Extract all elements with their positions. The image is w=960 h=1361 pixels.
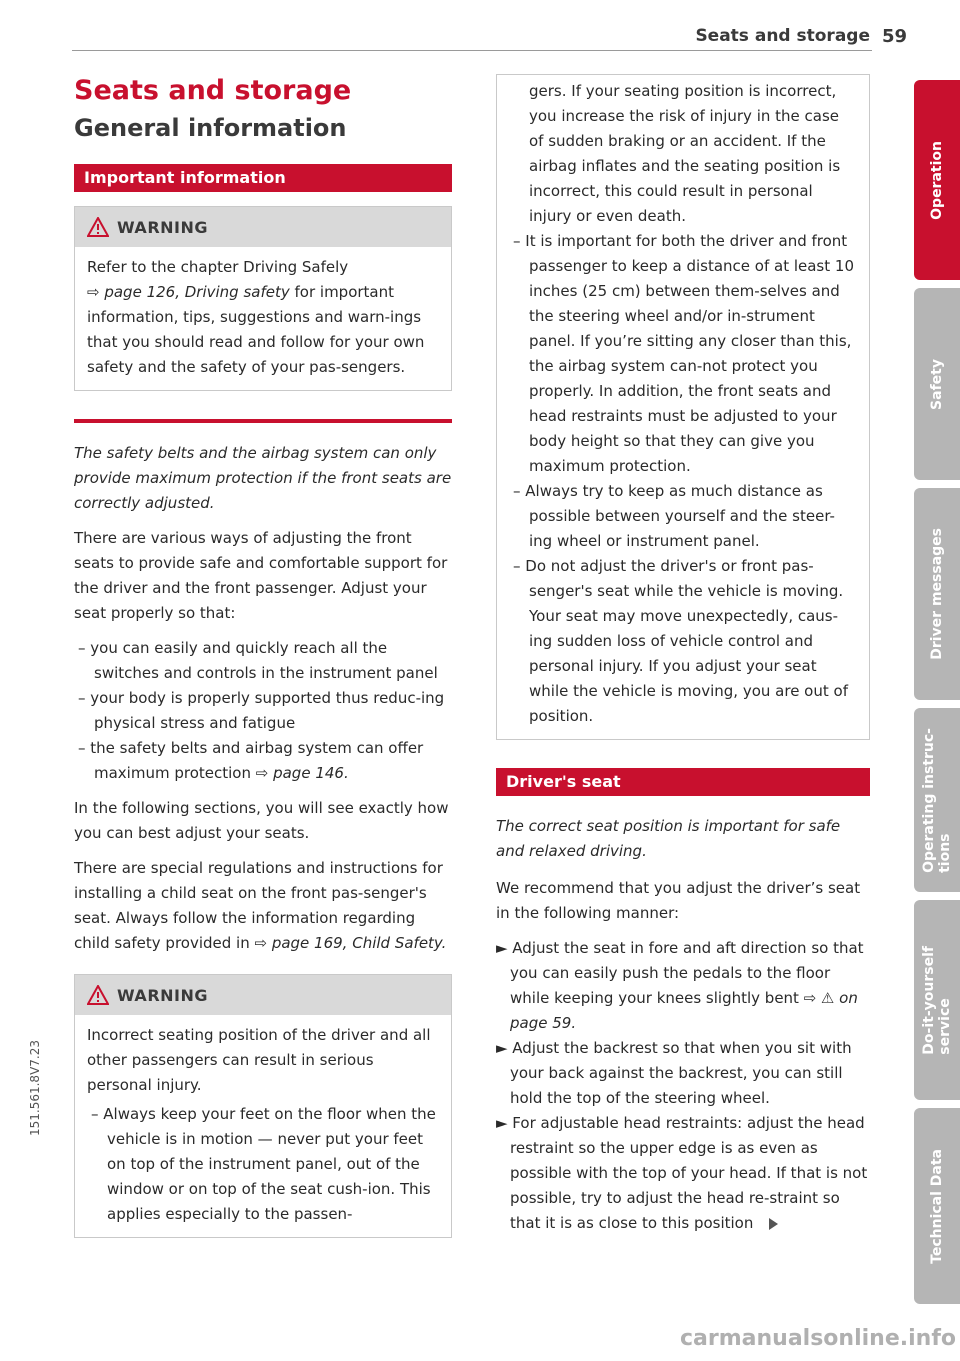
tab-label: Operation bbox=[929, 140, 945, 220]
list-item: – you can easily and quickly reach all the switches and controls in the instrument panel bbox=[78, 639, 438, 682]
document-code bbox=[28, 1040, 44, 1160]
tab-technical-data[interactable] bbox=[914, 1108, 960, 1304]
continued-arrow-icon bbox=[769, 1218, 778, 1230]
page-ref-link[interactable]: ⇨ page 146. bbox=[255, 764, 349, 782]
tab-safety[interactable] bbox=[914, 288, 960, 480]
chapter-subtitle: General information bbox=[74, 114, 347, 142]
red-divider bbox=[74, 419, 452, 423]
document-code-text: 151.561.8V7.23 bbox=[28, 1040, 42, 1136]
warning-text bbox=[75, 247, 451, 390]
step-item bbox=[496, 1111, 870, 1236]
chapter-title: Seats and storage bbox=[74, 75, 352, 106]
tab-label: Operating instruc- tions bbox=[921, 727, 953, 873]
tab-label: Safety bbox=[929, 358, 945, 410]
step-item bbox=[496, 936, 870, 1036]
warning-paragraph: Incorrect seating position of the driver and all other passengers can result in serious personal injury. bbox=[87, 1026, 431, 1094]
right-column bbox=[496, 74, 870, 1236]
tab-label: Do-it-yourself service bbox=[921, 945, 953, 1055]
list-item: – your body is properly supported thus reduc-ing physical stress and fatigue bbox=[78, 689, 445, 732]
warning-text-a: Refer to the chapter Driving Safely bbox=[87, 258, 349, 276]
warning-ref-link[interactable]: ⇨ ⚠ on page 59. bbox=[510, 989, 858, 1032]
warning-label: WARNING bbox=[117, 217, 208, 237]
warning-header bbox=[75, 975, 451, 1015]
left-column bbox=[74, 74, 452, 1238]
warning-text bbox=[75, 1015, 451, 1237]
tab-operation[interactable] bbox=[914, 80, 960, 280]
warning-box-continued bbox=[496, 74, 870, 740]
step-item: ► Adjust the backrest so that when you sit with your back against the backrest, you can still hold the top of the steering wheel. bbox=[496, 1039, 852, 1107]
header-rule bbox=[72, 50, 872, 51]
list-item: – Always keep your feet on the floor when the vehicle is in motion — never put your feet on top of the instrument panel, out of the window or on top of the seat cush-ion. This applies especially to the passen- bbox=[91, 1105, 436, 1223]
step-list bbox=[496, 936, 870, 1236]
warning-box bbox=[74, 206, 452, 391]
paragraph: There are various ways of adjusting the front seats to provide safe and comfortable support for the driver and the front passenger. Adjust your seat properly so that: bbox=[74, 529, 448, 622]
step-text: ► Adjust the seat in fore and aft direction so that you can easily push the pedals to the floor while keeping your knees slightly bent bbox=[496, 939, 864, 1007]
page-ref-link[interactable]: ⇨ page 126, Driving safety bbox=[87, 283, 290, 301]
list-item: – It is important for both the driver and front passenger to keep a distance of at least 10 inches (25 cm) between them-selves and the steering wheel and/or in-strument panel. If you’re sitting any closer than this, the airbag system can-not protect you properly. In addition, the front seats and head restraints must be adjusted to your body height so that they can give you maximum protection. bbox=[513, 232, 854, 475]
warning-text-b: for important information, tips, suggestions and warn-ings that you should read and follow for your own safety and the safety of your pas-sengers. bbox=[87, 283, 425, 376]
intro-text: The safety belts and the airbag system can only provide maximum protection if the front seats are correctly adjusted. bbox=[74, 444, 452, 512]
warning-box bbox=[74, 974, 452, 1238]
paragraph: We recommend that you adjust the driver’s seat in the following manner: bbox=[496, 879, 861, 922]
page-number: 59 bbox=[882, 26, 908, 47]
tab-do-it-yourself-service[interactable] bbox=[914, 900, 960, 1100]
paragraph-text: There are special regulations and instructions for installing a child seat on the front pas-senger's seat. Always follow the information regarding child safety provided in bbox=[74, 859, 443, 952]
warning-continued-text: gers. If your seating position is incorrect, you increase the risk of injury in the case of sudden braking or an accident. If the airbag inflates and the seating position is incorrect, this could result in personal injury or even death. bbox=[529, 82, 841, 225]
warning-label: WARNING bbox=[117, 985, 208, 1005]
warning-triangle-icon bbox=[87, 985, 109, 1005]
step-text: ► For adjustable head restraints: adjust the head restraint so the upper edge is as even as possible with the top of your head. If that is not possible, try to adjust the head re-straint so that it is as close to this position bbox=[496, 1114, 868, 1232]
warning-header bbox=[75, 207, 451, 247]
bullet-list bbox=[74, 636, 452, 786]
paragraph bbox=[74, 856, 452, 956]
list-item-text: – the safety belts and airbag system can offer maximum protection bbox=[78, 739, 424, 782]
footer-watermark: carmanualsonline.info bbox=[680, 1326, 956, 1351]
tab-operating-instructions[interactable] bbox=[914, 708, 960, 892]
running-title: Seats and storage bbox=[695, 26, 870, 46]
section-bar-important: Important information bbox=[74, 164, 452, 192]
list-item: – Do not adjust the driver's or front pas-senger's seat while the vehicle is moving. Your seat may move unexpectedly, caus-ing sudden loss of vehicle control and personal injury. If you adjust your seat while the vehicle is moving, you are out of position. bbox=[513, 557, 848, 725]
list-item: – Always try to keep as much distance as possible between yourself and the steer-ing wheel or instrument panel. bbox=[513, 482, 835, 550]
section-bar-drivers-seat: Driver's seat bbox=[496, 768, 870, 796]
tab-label: Driver messages bbox=[929, 528, 945, 660]
list-item bbox=[74, 736, 452, 786]
intro-text: The correct seat position is important for safe and relaxed driving. bbox=[496, 817, 841, 860]
paragraph: In the following sections, you will see exactly how you can best adjust your seats. bbox=[74, 799, 449, 842]
tab-label: Technical Data bbox=[929, 1148, 945, 1264]
tab-driver-messages[interactable] bbox=[914, 488, 960, 700]
page-ref-link[interactable]: ⇨ page 169, Child Safety. bbox=[254, 934, 447, 952]
warning-triangle-icon bbox=[87, 217, 109, 237]
